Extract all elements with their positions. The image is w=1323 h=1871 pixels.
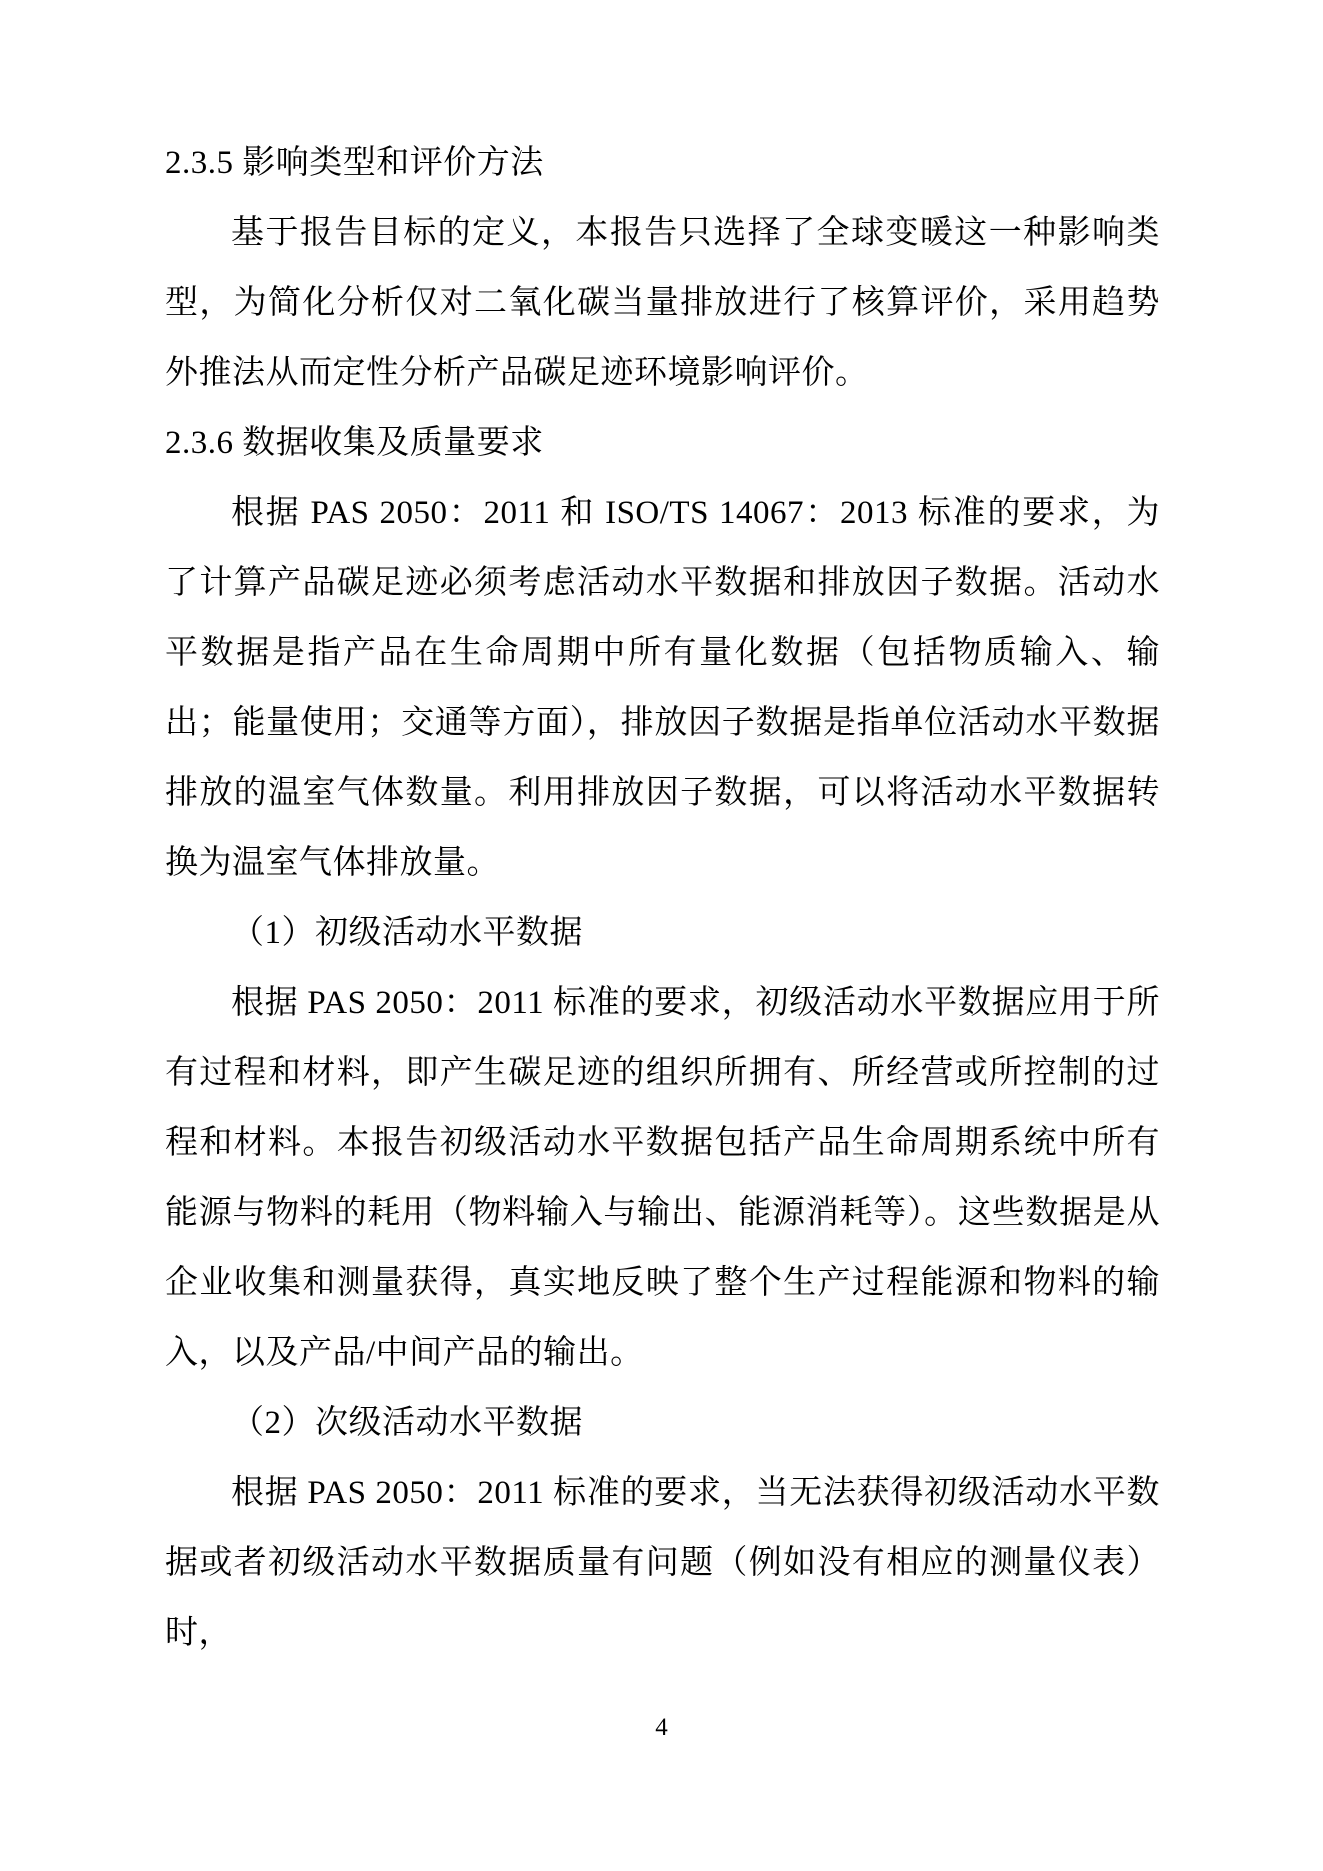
document-body (165, 128, 1160, 1668)
paragraph-impact-types: 基于报告目标的定义，本报告只选择了全球变暖这一种影响类型，为简化分析仅对二氧化碳当量排放进行了核算评价，采用趋势外推法从而定性分析产品碳足迹环境影响评价。 (165, 215, 1160, 391)
section-heading-2-3-5: 2.3.5 影响类型和评价方法 (165, 145, 544, 181)
subheading-primary-activity: （1）初级活动水平数据 (231, 915, 583, 951)
page-number: 4 (655, 1714, 668, 1741)
subheading-secondary-activity: （2）次级活动水平数据 (231, 1405, 583, 1441)
paragraph-primary-activity: 根据 PAS 2050：2011 标准的要求，初级活动水平数据应用于所有过程和材料，即产生碳足迹的组织所拥有、所经营或所控制的过程和材料。本报告初级活动水平数据包括产品生命周期系统中所有能源与物料的耗用（物料输入与输出、能源消耗等）。这些数据是从企业收集和测量获得，真实地反映了整个生产过程能源和物料的输入，以及产品/中间产品的输出。 (165, 985, 1160, 1371)
paragraph-data-collection: 根据 PAS 2050：2011 和 ISO/TS 14067：2013 标准的要求，为了计算产品碳足迹必须考虑活动水平数据和排放因子数据。活动水平数据是指产品在生命周期中所有量化数据（包括物质输入、输出；能量使用；交通等方面），排放因子数据是指单位活动水平数据排放的温室气体数量。利用排放因子数据，可以将活动水平数据转换为温室气体排放量。 (165, 495, 1160, 881)
section-heading-2-3-6: 2.3.6 数据收集及质量要求 (165, 425, 544, 461)
paragraph-secondary-activity: 根据 PAS 2050：2011 标准的要求，当无法获得初级活动水平数据或者初级活动水平数据质量有问题（例如没有相应的测量仪表）时， (165, 1475, 1160, 1651)
